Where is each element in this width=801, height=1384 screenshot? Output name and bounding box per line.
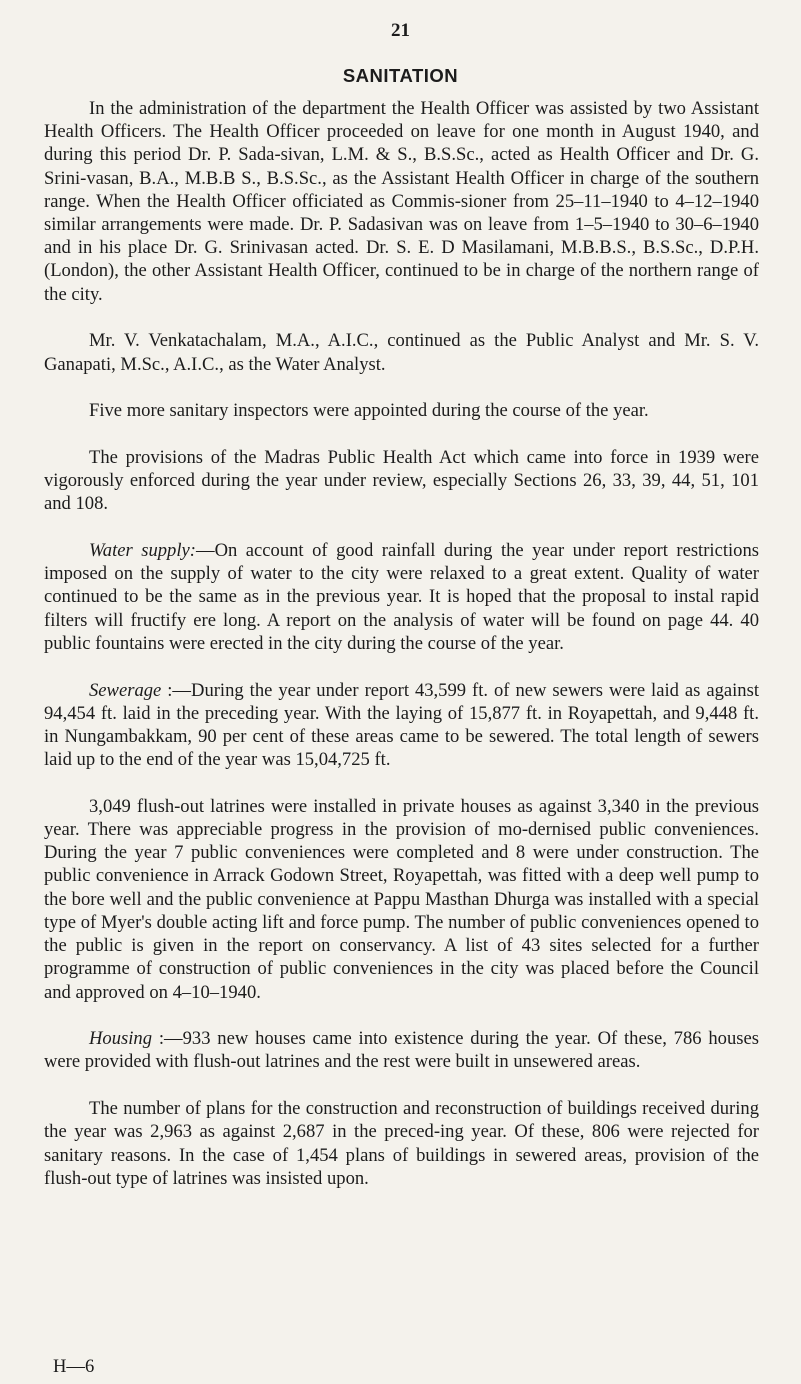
paragraph-text: 3,049 flush-out latrines were installed in private houses as against 3,340 in the previous year. There was appreciable progress in the provision of mo-dernised public conveniences. During the year 7 public conveniences were completed and 8 were under construction. The public convenience in Arrack Godown Street, Royapettah, was fitted with a deep well pump to the bore well and the public convenience at Pappu Masthan Dhurga was installed with a special type of Myer's double acting lift and force pump. The number of public conveniences opened to the public is given in the report on conservancy. A list of 43 sites selected for a further programme of construction of public conveniences in the city was placed before the Council and approved on 4–10–1940.	[44, 795, 759, 1003]
paragraph-lead: Sewerage	[89, 679, 162, 701]
paragraph-text: In the administration of the department the Health Officer was assisted by two Assistant Health Officers. The Health Officer proceeded on leave for one month in August 1940, and during this period Dr. P. Sada-sivan, L.M. & S., B.S.Sc., acted as Health Officer and Dr. G. Srini-vasan, B.A., M.B.B S., B.S.Sc., as the Assistant Health Officer in charge of the southern range. When the Health Officer officiated as Commis-sioner from 25–11–1940 to 4–12–1940 similar arrangements were made. Dr. P. Sadasivan was on leave from 1–5–1940 to 30–6–1940 and in his place Dr. G. Srinivasan acted. Dr. S. E. D Masilamani, M.B.B.S., B.S.Sc., D.P.H. (London), the other Assistant Health Officer, continued to be in charge of the northern range of the city.	[44, 98, 759, 305]
paragraph-text: :—933 new houses came into existence during the year. Of these, 786 houses were provided with flush-out latrines and the rest were built in unsewered areas.	[44, 1028, 759, 1073]
paragraph-text: The provisions of the Madras Public Health Act which came into force in 1939 were vigorously enforced during the year under review, especially Sections 26, 33, 39, 44, 51, 101 and 108.	[44, 446, 759, 515]
paragraph-text: :—During the year under report 43,599 ft. of new sewers were laid as against 94,454 ft. laid in the preceding year. With the laying of 15,877 ft. in Royapettah, and 9,448 ft. in Nungambakkam, 90 per cent of these areas came to be sewered. The total length of sewers laid up to the end of the year was 15,04,725 ft.	[44, 679, 759, 771]
page-number: 21	[391, 20, 410, 41]
paragraph-latrines	[44, 795, 759, 1004]
paragraph-lead: Water supply:	[89, 540, 196, 562]
paragraph-housing	[44, 1027, 759, 1073]
paragraph-analysts	[44, 329, 759, 375]
body-text	[44, 97, 759, 1190]
paragraph-text: —On account of good rainfall during the year under report restrictions imposed on the supply of water to the city were relaxed to a great extent. Quality of water continued to be the same as in the previous year. It is hoped that the proposal to instal rapid filters will fructify ere long. A report on the analysis of water will be found on page 44. 40 public fountains were erected in the city during the course of the year.	[44, 540, 759, 654]
signature-mark: H—6	[53, 1356, 95, 1377]
paragraph-administration	[44, 97, 759, 306]
paragraph-text: Five more sanitary inspectors were appointed during the course of the year.	[89, 400, 649, 422]
paragraph-building-plans	[44, 1097, 759, 1190]
paragraph-text: Mr. V. Venkatachalam, M.A., A.I.C., continued as the Public Analyst and Mr. S. V. Ganapati, M.Sc., A.I.C., as the Water Analyst.	[44, 330, 759, 375]
paragraph-public-health-act	[44, 446, 759, 516]
paragraph-inspectors	[44, 399, 759, 422]
paragraph-sewerage	[44, 679, 759, 772]
paragraph-text: The number of plans for the construction and reconstruction of buildings received during the year was 2,963 as against 2,687 in the preced-ing year. Of these, 806 were rejected for sanitary reasons. In the case of 1,454 plans of buildings in sewered areas, provision of the flush-out type of latrines was insisted upon.	[44, 1098, 759, 1189]
section-heading: SANITATION	[342, 65, 459, 86]
paragraph-water-supply	[44, 539, 759, 655]
paragraph-lead: Housing	[89, 1028, 153, 1050]
